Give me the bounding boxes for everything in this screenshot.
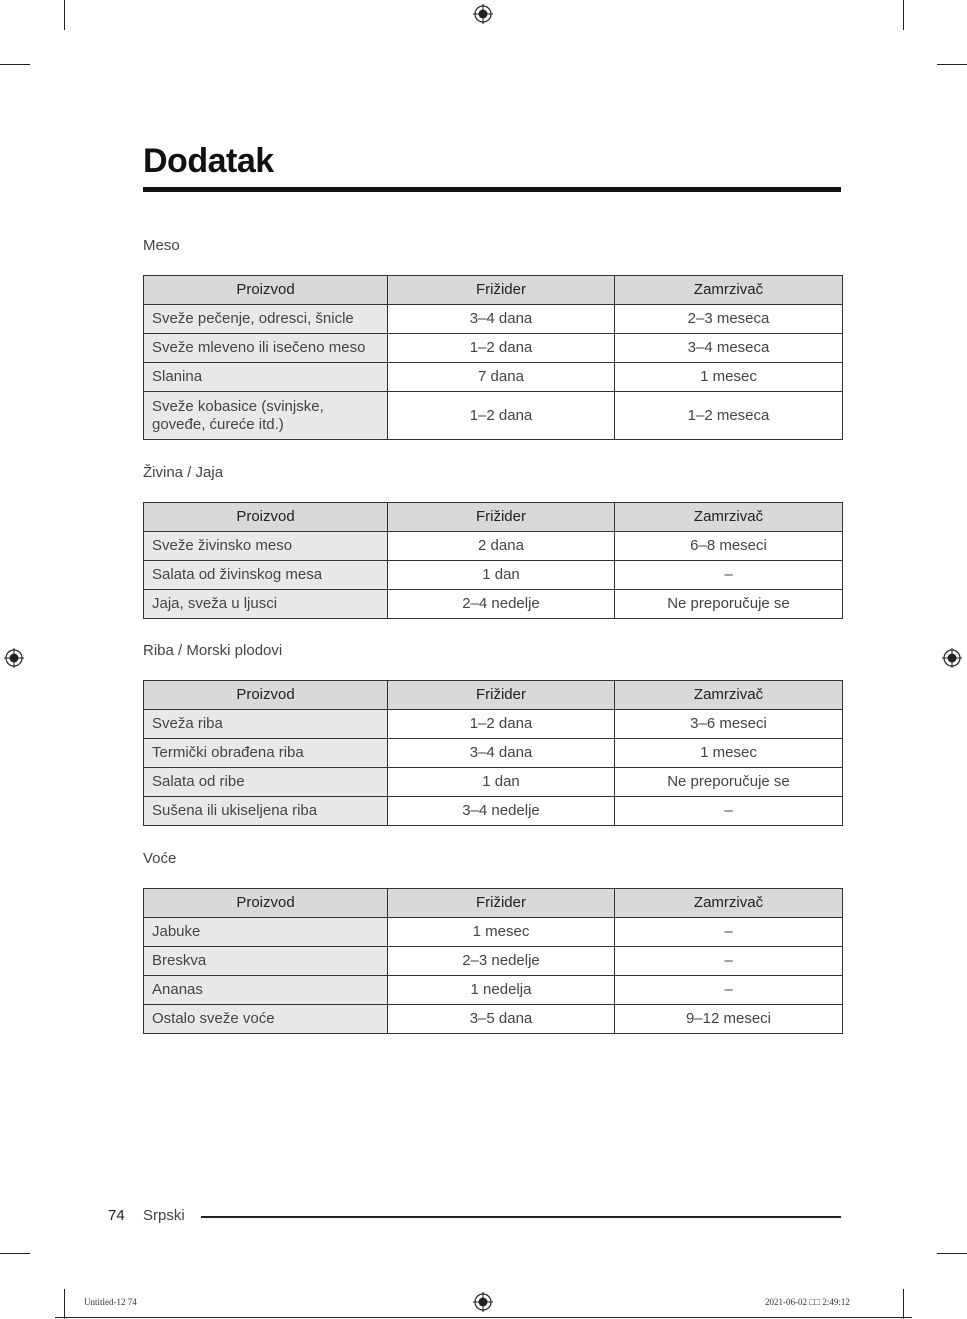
freezer-cell: Ne preporučuje se: [615, 768, 843, 797]
freezer-cell: 1 mesec: [615, 363, 843, 392]
print-timestamp: 2021-06-02 □□ 2:49:12: [765, 1297, 850, 1307]
product-cell: Ostalo sveže voće: [144, 1005, 388, 1034]
product-cell: Breskva: [144, 947, 388, 976]
fridge-cell: 1–2 dana: [388, 392, 615, 440]
column-header-freezer: Zamrzivač: [615, 503, 843, 532]
fridge-cell: 3–4 dana: [388, 739, 615, 768]
freezer-cell: 9–12 meseci: [615, 1005, 843, 1034]
page-number: 74: [108, 1207, 125, 1224]
fridge-cell: 1 mesec: [388, 918, 615, 947]
table-row: [144, 363, 843, 392]
crop-mark: [937, 64, 967, 65]
registration-mark-icon: [473, 1292, 493, 1312]
table-header-row: [144, 681, 843, 710]
freezer-cell: 1 mesec: [615, 739, 843, 768]
freezer-cell: –: [615, 797, 843, 826]
table-header-row: [144, 276, 843, 305]
column-header-freezer: Zamrzivač: [615, 276, 843, 305]
registration-mark-icon: [473, 4, 493, 24]
footer-rule: [201, 1216, 841, 1218]
product-cell: Jaja, sveža u ljusci: [144, 590, 388, 619]
table-row: [144, 976, 843, 1005]
storage-table-voce: [143, 888, 843, 1034]
registration-mark-icon: [942, 648, 962, 668]
product-cell: Slanina: [144, 363, 388, 392]
fridge-cell: 1 nedelja: [388, 976, 615, 1005]
freezer-cell: –: [615, 976, 843, 1005]
table-row: [144, 1005, 843, 1034]
section-label-riba: Riba / Morski plodovi: [143, 642, 283, 659]
crop-mark: [903, 1289, 904, 1319]
crop-mark: [0, 64, 30, 65]
fridge-cell: 1 dan: [388, 768, 615, 797]
crop-mark: [0, 1253, 30, 1254]
fridge-cell: 2 dana: [388, 532, 615, 561]
fridge-cell: 3–4 dana: [388, 305, 615, 334]
freezer-cell: 1–2 meseca: [615, 392, 843, 440]
table-row: [144, 392, 843, 440]
section-label-meso: Meso: [143, 237, 180, 254]
product-cell: Sušena ili ukiseljena riba: [144, 797, 388, 826]
product-cell: Jabuke: [144, 918, 388, 947]
fridge-cell: 2–4 nedelje: [388, 590, 615, 619]
table-row: [144, 305, 843, 334]
product-cell: Salata od ribe: [144, 768, 388, 797]
table-row: [144, 918, 843, 947]
title-underline: [143, 187, 841, 192]
storage-table-meso: [143, 275, 843, 440]
column-header-fridge: Frižider: [388, 503, 615, 532]
freezer-cell: 6–8 meseci: [615, 532, 843, 561]
column-header-freezer: Zamrzivač: [615, 889, 843, 918]
section-label-zivina: Živina / Jaja: [143, 464, 224, 481]
page-language: Srpski: [143, 1207, 185, 1224]
freezer-cell: 3–4 meseca: [615, 334, 843, 363]
table-row: [144, 334, 843, 363]
crop-mark: [64, 0, 65, 30]
product-cell: Ananas: [144, 976, 388, 1005]
freezer-cell: 2–3 meseca: [615, 305, 843, 334]
fridge-cell: 1 dan: [388, 561, 615, 590]
fridge-cell: 3–4 nedelje: [388, 797, 615, 826]
freezer-cell: 3–6 meseci: [615, 710, 843, 739]
column-header-product: Proizvod: [144, 681, 388, 710]
page-title: Dodatak: [143, 142, 274, 180]
storage-table-riba: [143, 680, 843, 826]
registration-mark-icon: [4, 648, 24, 668]
table-header-row: [144, 889, 843, 918]
fridge-cell: 3–5 dana: [388, 1005, 615, 1034]
table-row: [144, 797, 843, 826]
table-row: [144, 739, 843, 768]
product-cell: Salata od živinskog mesa: [144, 561, 388, 590]
product-cell: Termički obrađena riba: [144, 739, 388, 768]
table-row: [144, 768, 843, 797]
table-row: [144, 947, 843, 976]
column-header-product: Proizvod: [144, 889, 388, 918]
crop-mark: [55, 1317, 912, 1318]
product-cell: Sveža riba: [144, 710, 388, 739]
freezer-cell: –: [615, 918, 843, 947]
storage-table-zivina: [143, 502, 843, 619]
product-cell: Sveže kobasice (svinjske, goveđe, ćureće itd.): [144, 392, 388, 440]
column-header-freezer: Zamrzivač: [615, 681, 843, 710]
column-header-fridge: Frižider: [388, 276, 615, 305]
print-file-info: Untitled-12 74: [84, 1297, 137, 1307]
fridge-cell: 1–2 dana: [388, 710, 615, 739]
freezer-cell: –: [615, 561, 843, 590]
fridge-cell: 2–3 nedelje: [388, 947, 615, 976]
column-header-product: Proizvod: [144, 276, 388, 305]
freezer-cell: Ne preporučuje se: [615, 590, 843, 619]
section-label-voce: Voće: [143, 850, 177, 867]
crop-mark: [903, 0, 904, 30]
crop-mark: [937, 1253, 967, 1254]
table-row: [144, 561, 843, 590]
table-row: [144, 710, 843, 739]
column-header-fridge: Frižider: [388, 889, 615, 918]
product-cell: Sveže pečenje, odresci, šnicle: [144, 305, 388, 334]
column-header-product: Proizvod: [144, 503, 388, 532]
column-header-fridge: Frižider: [388, 681, 615, 710]
table-row: [144, 532, 843, 561]
freezer-cell: –: [615, 947, 843, 976]
product-cell: Sveže mleveno ili isečeno meso: [144, 334, 388, 363]
fridge-cell: 7 dana: [388, 363, 615, 392]
table-header-row: [144, 503, 843, 532]
crop-mark: [64, 1289, 65, 1319]
product-cell: Sveže živinsko meso: [144, 532, 388, 561]
fridge-cell: 1–2 dana: [388, 334, 615, 363]
table-row: [144, 590, 843, 619]
